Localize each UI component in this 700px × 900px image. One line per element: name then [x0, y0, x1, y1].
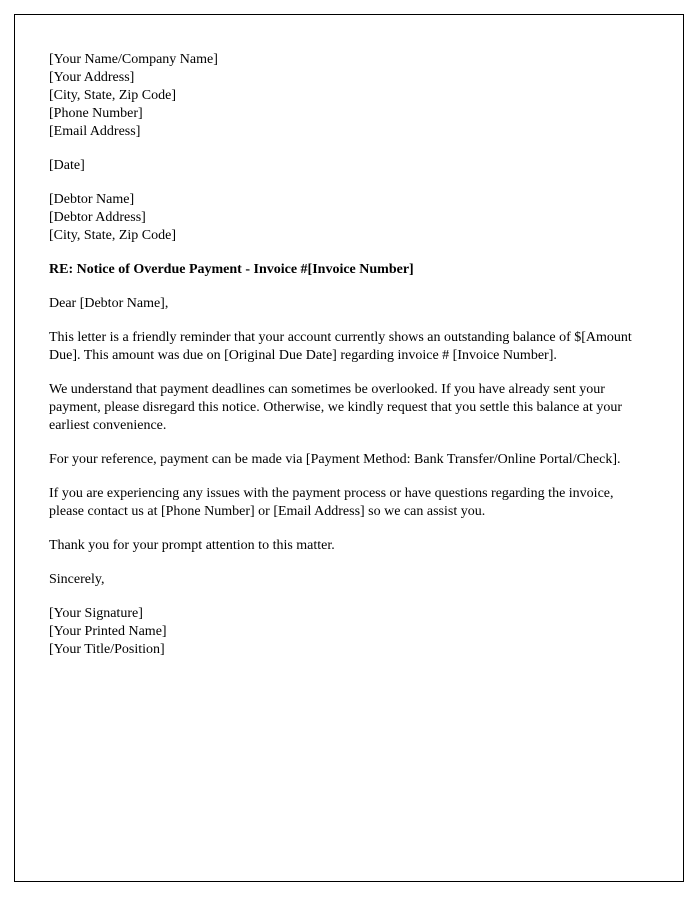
closing: Sincerely, [49, 572, 105, 587]
letter-page [14, 14, 684, 882]
body-paragraph-2: We understand that payment deadlines can sometimes be overlooked. If you have already sent your payment, please disregard this notice. Otherwise, we kindly request that you settle this balance at your earliest convenience. [49, 382, 623, 433]
sender-phone-line: [Phone Number] [49, 106, 143, 121]
sender-city-line: [City, State, Zip Code] [49, 88, 177, 103]
body-paragraph-1: This letter is a friendly reminder that your account currently shows an outstanding balance of $[Amount Due]. This amount was due on [Original Due Date] regarding invoice # [Invoice Number]. [49, 330, 632, 363]
subject-line: RE: Notice of Overdue Payment - Invoice #[Invoice Number] [49, 262, 414, 277]
sender-address-line: [Your Address] [49, 70, 135, 85]
body-paragraph-5: Thank you for your prompt attention to this matter. [49, 538, 335, 553]
debtor-name-line: [Debtor Name] [49, 192, 135, 207]
signature-block [49, 605, 633, 659]
debtor-city-line: [City, State, Zip Code] [49, 228, 177, 243]
sender-email-line: [Email Address] [49, 124, 141, 139]
recipient-block [49, 191, 633, 245]
signature-line: [Your Signature] [49, 606, 143, 621]
title-position-line: [Your Title/Position] [49, 642, 165, 657]
debtor-address-line: [Debtor Address] [49, 210, 146, 225]
body-paragraph-4: If you are experiencing any issues with the payment process or have questions regarding the invoice, please contact us at [Phone Number] or [Email Address] so we can assist you. [49, 486, 614, 519]
sender-company-line: [Your Name/Company Name] [49, 52, 218, 67]
sender-block [49, 51, 633, 141]
body-paragraph-3: For your reference, payment can be made via [Payment Method: Bank Transfer/Online Portal/Check]. [49, 452, 621, 467]
letter-content [15, 15, 683, 705]
date-line: [Date] [49, 158, 85, 173]
printed-name-line: [Your Printed Name] [49, 624, 167, 639]
salutation: Dear [Debtor Name], [49, 296, 169, 311]
